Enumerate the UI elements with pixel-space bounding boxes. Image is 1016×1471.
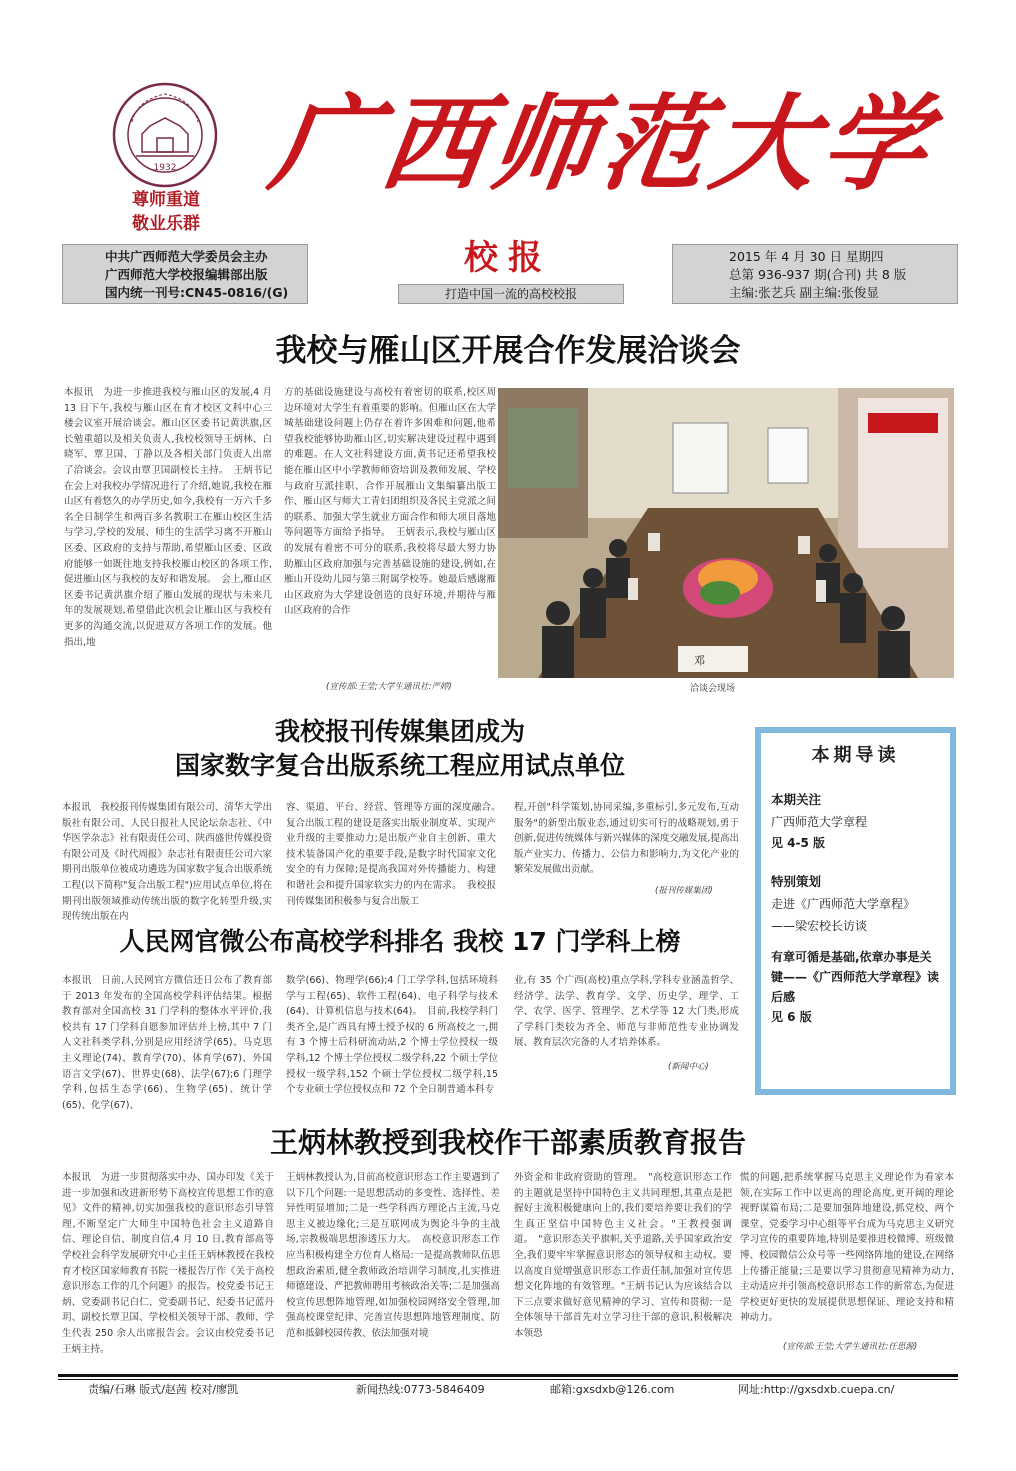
article2-column-2: 容、渠道、平台、经营、管理等方面的深度融合。 复合出版工程的建设是落实出版业制度革、实现产业升级的主要推动力;是出版产业自主创新、重大技术装备国产化的重要手段,是数字时代国家文化安全的有力保障;是提高我国对外传播能力、构建和谐社会和提升国家软实力的内在需求。 我校报刊传媒集团积极参与复合出版工 [286,802,506,907]
meeting-photo [498,388,954,678]
masthead-title: 广西师范大学 [263,82,941,205]
article3-column-1: 本报讯 日前,人民网官方微信还日公布了教育部于 2013 年发布的全国高校学科评估结果。根据教育部对全国高校 31 门学科的整体水平评价,我校共有 17 门学科自愿参加评估并上榜,其中 7 门人文社科类学科,分别是应用经济学(65)、马克思主义理论(74)、教育学(70)、体育学(67)、外国语言文学(67)、世界史(68)、法学(67);6 门理学学科,包括生态学(66)、生物学(65)、统计学(65)、化学(67)、 [62,975,272,1111]
issue-guide-box [755,727,956,1095]
footer-email: 邮箱:gxsdxb@126.com [550,1383,675,1396]
article1-column-2: 方的基础设施建设与高校有着密切的联系,校区周边环境对大学生有着重要的影响。但雁山区在大学城基础建设问题上仍存在着许多困难和问题,他希望我校能够协助雁山区,切实解决建设过程中遇到的难题。在人文社科建设方面,黄书记还希望我校能在雁山区中小学教师师资培训及教师发展、学校与政府互派挂职、合作开展雁山文集编纂出版工作、雁山区与师大工青妇团组织及各民主党派之间的联系、加强大学生就业方面合作和师大项目落地等问题等方面给予指导。 王炳表示,我校与雁山区的发展有着密不可分的联系,我校将尽最大努力协助雁山区政府加强与完善基础设施的建设,例如,在雁山开设幼儿园与第三附属学校等。她最后感谢雁山区政府为大学建设创造的良好环境,并期待与雁山区政府的合作 [284,387,496,617]
guide-section-2-item-1: 走进《广西师范大学章程》 [771,897,916,911]
guide-section-1-item: 广西师范大学章程 [771,815,868,829]
article4-credit: (宣传部:王莹;大学生通讯社:任思源) [783,1342,918,1352]
publisher-line-3: 国内统一刊号:CN45-0816/(G) [105,285,289,300]
footer-rule-thin [58,1379,958,1380]
article3-column-3: 业,有 35 个广西(高校)重点学科,学科专业涵盖哲学、经济学、法学、教育学、文学、历史学、理学、工学、农学、医学、管理学、艺术学等 12 大门类,形成了学科门类较为齐全、师范与非师范性专业协调发展、教育层次完备的人才培养体系。 [514,975,739,1049]
editor-in-chief: 主编:张艺兵 副主编:张俊显 [729,285,879,300]
article4-column-3: 外资金和非政府资助的管理。 "高校意识形态工作的主题就是坚持中国特色主义共同理想,其重点是把握好主流积极健康向上的,我们要培养要让我们的学生真正坚信中国特色主义社会。"王教授强调道。 "意识形态关乎旗帜,关乎道路,关乎国家政治安全,我们要牢牢掌握意识形态的领导权和主动权。要以高度自觉增强意识形态工作责任制,加强对宣传思想文化阵地的有效管理。"王炳书记认为应该结合以下三点要求做好意见精神的学习、宣传和贯彻:一是全体领导干部首先对立学习往干部的意识,积极解决本领恐 [514,1172,732,1339]
motto-line-1: 尊师重道 [132,190,200,210]
guide-section-2-item-2: ——梁宏校长访谈 [771,919,868,933]
article1-headline: 我校与雁山区开展合作发展洽谈会 [275,333,741,369]
issue-info [672,244,958,304]
article4-column-2: 王炳林教授认为,目前高校意识形态工作主要遇到了以下几个问题:一是思想活动的多变性、选择性、差异性明显增加;二是一些学科西方理论占主流,马克思主义被边缘化;三是互联网成为舆论斗争的主战场,宗教极端思想渗透压力大。 高校意识形态工作应当积极构建全方位育人格局:一是提高教师队伍思想政治素质,健全教师政治培训学习制度,扎实推进师德建设、严把教师聘用考核政治关等;二是加强高校宣传思想阵地管理,如加强校园网络安全管理,加强高校课堂纪律、完善宣传思想阵地管理制度、防范和抵御校园传教、依法加强对境 [286,1172,500,1339]
seal-year: 1932 [153,163,177,173]
article3-column-2: 数学(66)、物理学(66);4 门工学学科,包括环境科学与工程(65)、软件工程(64)、电子科学与技术(64)、计算机信息与技术(64)。 目前,我校学科门类齐全,是广西具有博士授予权的 6 所高校之一,拥有 3 个博士后科研流动站,2 个博士学位授权一级学科,12 个博士学位授权二级学科,22 个硕士学位授权一级学科,152 个硕士学位授权二级学科,15 个专业硕士学位授权点和 72 个全日制普通本科专 [286,975,498,1096]
article3-headline: 人民网官微公布高校学科排名 我校 17 门学科上榜 [119,927,681,956]
name-card: 邓 [694,654,705,667]
publisher-info [62,244,308,304]
article2-headline [0,715,800,783]
issue-date: 2015 年 4 月 30 日 星期四 [729,249,884,264]
article2-headline-line-1: 我校报刊传媒集团成为 [274,717,525,746]
footer-editors: 责编/石琳 版式/赵茜 校对/廖凯 [88,1383,239,1396]
article3-credit: (新闻中心) [668,1062,709,1072]
newspaper-tagline: 打造中国一流的高校校报 [398,284,624,304]
school-motto [100,188,232,236]
motto-line-2: 敬业乐群 [132,214,200,234]
guide-title: 本期导读 [811,745,900,766]
issue-number: 总第 936-937 期(合刊) 共 8 版 [729,267,907,282]
guide-section-1-page: 见 4-5 版 [771,836,826,850]
newspaper-name: 校报 [464,238,552,278]
article2-column-1: 本报讯 我校报刊传媒集团有限公司、清华大学出版社有限公司、人民日报社人民论坛杂志社、《中华医学杂志》社有限责任公司、陕西盛世传媒投资有限公司及《时代周报》杂志社有限责任公司六家期刊出版单位被成功遴选为国家数字复合出版系统工程(以下简称"复合出版工程")应用试点单位,将在期刊出版领域推动传统出版的数字化转型升级,实现传统出版在内 [62,802,272,923]
university-seal-icon [112,82,218,188]
guide-section-3-page: 见 6 版 [771,1010,812,1024]
footer-rule-thick [58,1374,958,1377]
article4-headline: 王炳林教授到我校作干部素质教育报告 [269,1126,746,1159]
article1-credit: (宣传部:王莹;大学生通讯社:严婷) [326,682,452,692]
article4-column-4: 慌的问题,把系统掌握马克思主义理论作为看家本领,在实际工作中以更高的理论高度,更开阔的理论视野谋篇布局;二是要加强阵地建设,抓党校、两个课堂、党委学习中心组等平台成为马克思主义研究学习宣传的重要阵地,特别是要推进校微博、班级微博、校园微信公众号等一些网络阵地的建设,在网络上传播正能量;三是要以学习贯彻意见精神为动力,主动适应并引领高校意识形态工作的新常态,为促进学校更好更快的发展提供思想保证、理论支持和精神动力。 [740,1172,954,1324]
article2-credit: (报刊传媒集团) [655,886,713,896]
article2-headline-line-2: 国家数字复合出版系统工程应用试点单位 [174,751,625,780]
article4-column-1: 本报讯 为进一步贯彻落实中办、国办印发《关于进一步加强和改进新形势下高校宣传思想工作的意见》文件的精神,切实加强我校的意识形态引导管理,不断坚定广大师生中国特色社会主义道路自信、理论自信、制度自信,4 月 10 日,教育部高等学校社会科学发展研究中心主任王炳林教授在我校育才校区国家师教育书院一楼报告厅作《关于高校意识形态工作的几个问题》的报告。校党委书记王炳、党委副书记白仁、党委副书记、纪委书记蓝丹玥、副校长覃卫国、学校相关领导干部、教师、学生代表 250 余人出席报告会。会议由校党委书记王炳主持。 [62,1172,274,1355]
guide-section-2-heading: 特别策划 [771,874,822,889]
article1-column-1: 本报讯 为进一步推进我校与雁山区的发展,4 月 13 日下午,我校与雁山区在育才校区文科中心三楼会议室开展洽谈会。雁山区区委书记黄洪旗,区长勉重超以及相关负责人,我校校领导王炳林、白晓军、覃卫国、丁静以及各相关部门负责人出席了洽谈会。会议由覃卫国副校长主持。 王炳书记在会上对我校办学情况进行了介绍,她说,我校在雁山区有着悠久的办学历史,如今,我校有一万六千多名全日制学生和两百多名教职工在雁山校区生活与学习,学校的发展、师生的生活学习离不开雁山区委、区政府的支持与帮助,希望雁山区委、区政府能够一如既往地支持我校雁山校区的各项工作,促进雁山区与我校的友好和谐发展。 会上,雁山区区委书记黄洪旗介绍了雁山发展的现状与未来几年的发展规划,希望借此次机会让雁山区与我校有更多的沟通交流,以促进双方各项工作的发展。他指出,地 [64,387,272,648]
photo-caption: 洽谈会现场 [690,684,736,694]
article2-column-3: 程,开创"科学策划,协同采编,多重标引,多元发布,互动服务"的新型出版业态,通过切实可行的战略规划,勇于创新,促进传统媒体与新兴媒体的深度交融发展,提高出版产业实力、传播力、公信力和影响力,为文化产业的繁荣发展做出贡献。 [514,802,739,876]
footer-hotline: 新闻热线:0773-5846409 [356,1383,485,1396]
publisher-line-1: 中共广西师范大学委员会主办 [105,249,268,264]
footer-website: 网址:http://gxsdxb.cuepa.cn/ [738,1383,895,1396]
guide-section-3-text: 有章可循是基础,依章办事是关键——《广西师范大学章程》读后感 [771,950,940,1004]
footer [58,1382,958,1400]
publisher-line-2: 广西师范大学校报编辑部出版 [105,267,268,282]
guide-section-1-heading: 本期关注 [771,792,822,807]
